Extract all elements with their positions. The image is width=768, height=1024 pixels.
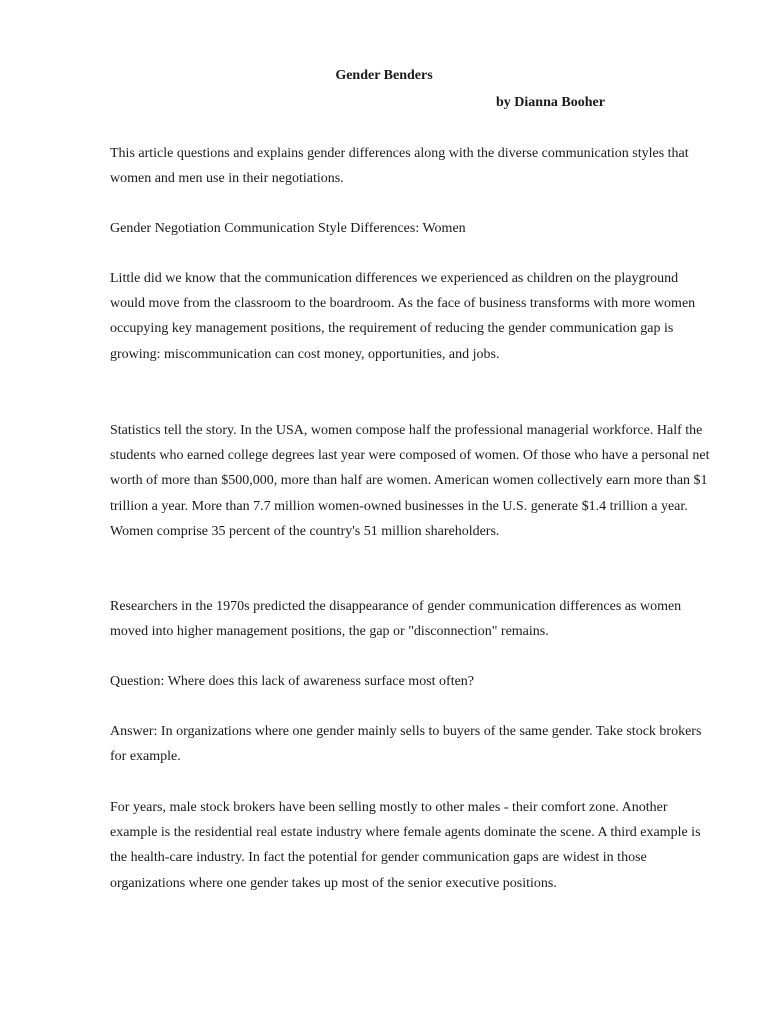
paragraph-statistics: Statistics tell the story. In the USA, women compose half the professional managerial workforce. Half the students who earned college degrees last year were composed of women. Of those who have a personal net worth of more than $500,000, more than half are women. American women collectively earn more than $1 trillion a year. More than 7.7 million women-owned businesses in the U.S. generate $1.4 trillion a year. Women comprise 35 percent of the country's 51 million shareholders.: [110, 423, 710, 539]
paragraph-playground: Little did we know that the communication differences we experienced as children on the playground would move from the classroom to the boardroom. As the face of business transforms with more women occupying key management positions, the requirement of reducing the gender communication gap is growing: miscommunication can cost money, opportunities, and jobs.: [110, 271, 696, 362]
answer-paragraph: Answer: In organizations where one gender mainly sells to buyers of the same gender. Take stock brokers for example.: [110, 724, 702, 765]
paragraph-examples: For years, male stock brokers have been selling mostly to other males - their comfort zone. Another example is the residential real estate industry where female agents dominate the scene. A third example is the health-care industry. In fact the potential for gender communication gaps are widest in those organizations where one gender takes up most of the senior executive positions.: [110, 800, 701, 891]
section-heading: Gender Negotiation Communication Style Differences: Women: [110, 221, 466, 236]
question-paragraph: Question: Where does this lack of awareness surface most often?: [110, 674, 475, 689]
intro-paragraph: This article questions and explains gender differences along with the diverse communication styles that women and men use in their negotiations.: [110, 146, 689, 187]
paragraph-researchers: Researchers in the 1970s predicted the disappearance of gender communication differences as women moved into higher management positions, the gap or "disconnection" remains.: [110, 599, 682, 640]
document-title: Gender Benders: [335, 68, 433, 83]
author-byline: by Dianna Booher: [496, 95, 605, 110]
